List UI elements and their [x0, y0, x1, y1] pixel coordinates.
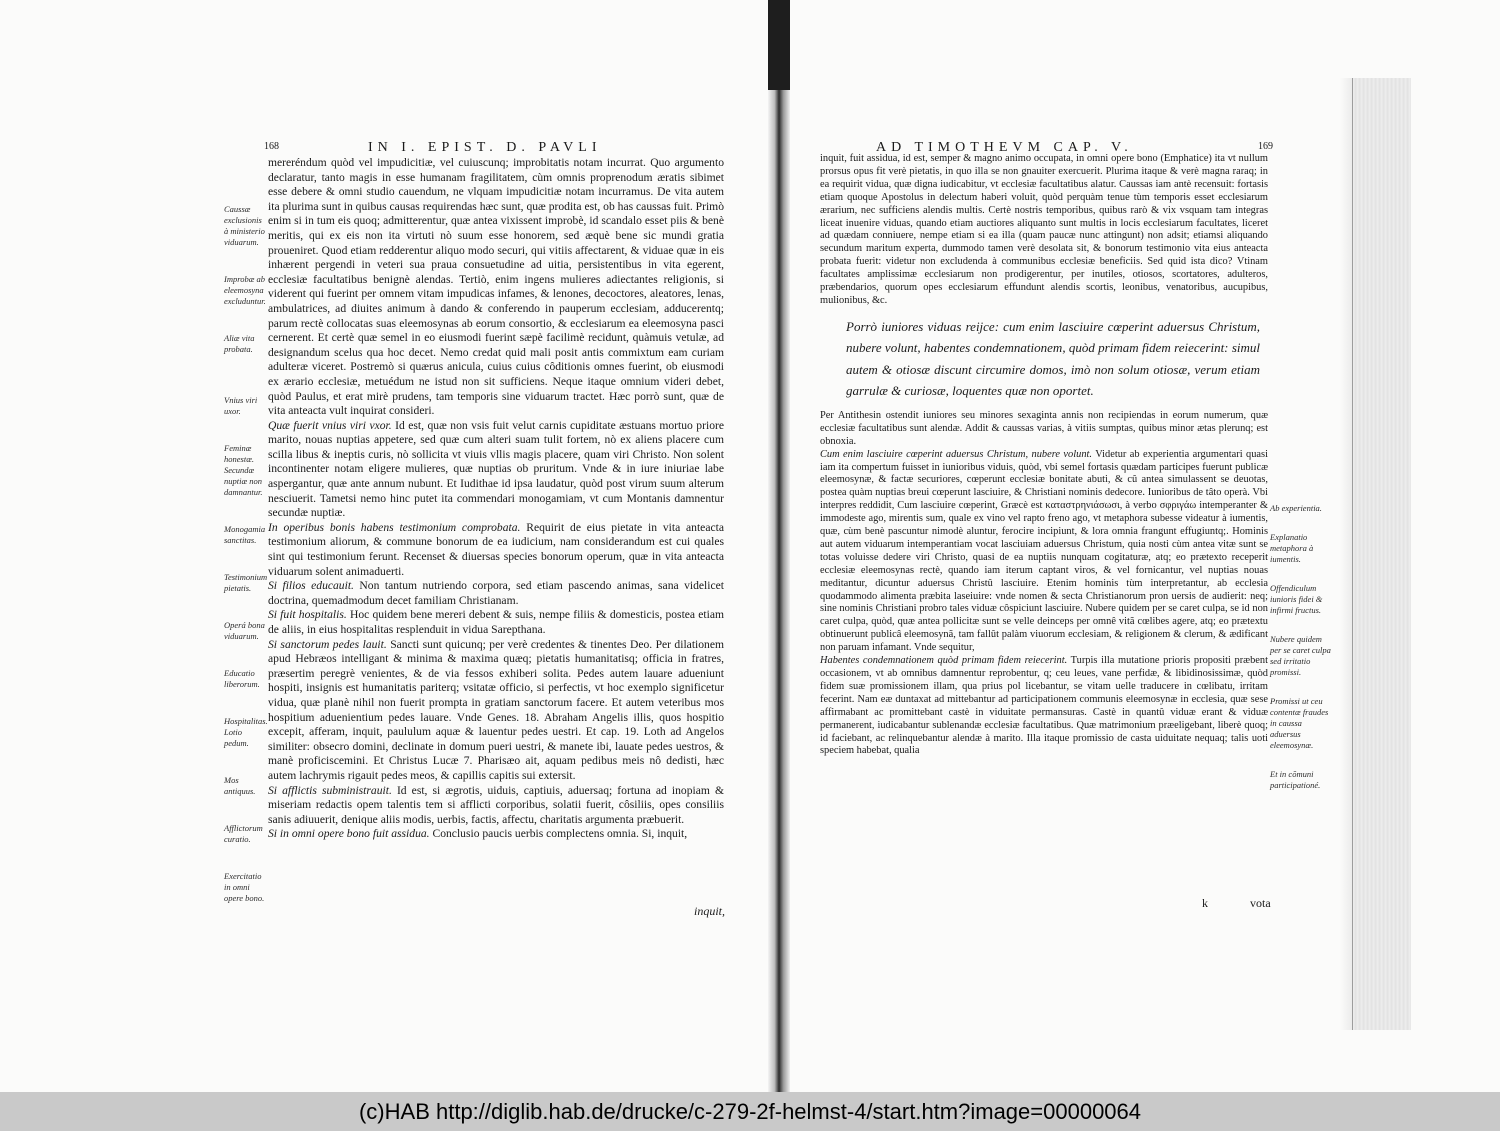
- margin-note: Feminæ honestæ. Secundæ nuptiæ non damnantur.: [224, 443, 263, 497]
- left-margin-notes: [224, 204, 266, 930]
- margin-note: Improbæ ab eleemosyna excluduntur.: [224, 274, 266, 306]
- copyright-footer: [0, 1092, 1500, 1131]
- paragraph: Id est, quæ non vsis fuit velut carnis cupiditate æstuans mortuo priore marito, nouas nuptias appetere, sed quæ cum alteri suam tulit fortem, nò ex aliens placere cum scilla libus & ineptis curis, nò sollicita vt viuis vllis magis placere, quam viri Christo. Non solent incontinenter notam eligere mulieres, quæ nuptias ob pruritum. Vnde & in iure iniuriae labe aspergantur, quæ ante annum nubunt. Et Iudithae id ipsa laudatur, quòd post virum suum alterum nesciuerit. Tametsi nemo hinc putet ita commendari monogamiam, vt cum Montanis damnentur secundæ nuptiæ.: [268, 418, 724, 520]
- commentary-lemma: Si fuit hospitalis.: [268, 608, 347, 622]
- paragraph: inquit, fuit assidua, id est, semper & magno animo occupata, in omni opere bono (Emphatice) ita vt nullum prorsus opus fit verè pietatis, in quo illa se non gnauiter exercuerit. Plurima itaque & verè magna raraq; in ea requirit vidua, quæ digna iudicabitur, vt ecclesiæ facultatibus alatur. Caussas iam antè recensuit: fortasis etiam quoque Apostolus in delectum haberi voluit, quòd perquàm tenue tùm temporis esset ecclesiarum ærarium, nec sufficiens alendis multis. Certè nostris temporibus, quibus rarò & vix vsquam tam integras liceat inuenire viduas, quando etiam auctiores aliquanto sunt multis in locis ecclesiarum facultates, liceret ad quædam conniuere, nempe etiam si ea illa (quam paucæ nunc attingunt) non adsit; etiamsi aliquando secundum maritum experta, dummodo tamen verè desolata sit, & bonorum testimonio vita eius anteacta probata fuerit: videtur non excludenda à communibus ecclesiæ beneficiis. Sed quid ista dico? Vtinam facultates amplissimæ ecclesiarum non prodigerentur, per inutiles, otiosos, scortatores, adulteros, præbendarios, quorum opes ecclesiarum effundunt alendis scortis, leonibus, venatoribus, aucupibus, mulionibus, &c.: [820, 153, 1268, 306]
- right-text-block: [820, 153, 1268, 758]
- paragraph: Sancti sunt quicunq; per verè credentes & tinentes Deo. Per dilationem apud Hebræos intelligant & minima & maxima quæq; pietatis humanitatisq; officia in fratres, præsertim peregrè venientes, & de via fessos exhiberi solita. Pedes autem lauare adueniunt hospiti, insignis est humanitatis pariterq; vsitatæ officio, si perfectis, vt hoc exemplo significetur vidua, quæ planè nihil non fuerit prompta in gratiam sanctorum facere. Et autem veteribus mos hospitium aduenientium pedes lauare. Vnde Genes. 18. Abraham Angelis illis, quos hospitio excepit, afferam, inquit, paululum aquæ & lauentur pedes uestri. Et cap. 19. Loth ad Angelos similiter: obsecro domini, declinate in domum pueri uestri, & manete ibi, lauate pedes uestros, & manè proficiscemini. Et Christus Lucæ 7. Pharisæo ait, aquam pedibus meis nô dedisti, hæc autem lachrymis rigauit pedes meos, & capillis capitis sui extersit.: [268, 637, 725, 782]
- margin-note: Nubere quidem per se caret culpa sed irritatio promissi.: [1270, 634, 1331, 677]
- left-running-head: IN I. EPIST. D. PAVLI: [368, 140, 602, 155]
- commentary-lemma: Cum enim lasciuire cœperint aduersus Christum, nubere volunt.: [820, 448, 1092, 460]
- commentary-lemma: Si in omni opere bono fuit assidua.: [268, 827, 430, 841]
- margin-note: Vnius viri uxor.: [224, 395, 258, 416]
- margin-note: Educatio liberorum.: [224, 668, 260, 689]
- margin-note: Exercitatio in omni opere bono.: [224, 871, 265, 903]
- paragraph: Non tantum nutriendo corpora, sed etiam pascendo animas, sana videlicet doctrina, quemadmodum decet familiam Christianam.: [268, 579, 725, 607]
- margin-note: Testimonium pietatis.: [224, 572, 268, 593]
- right-margin-notes: [1270, 503, 1332, 809]
- right-catchword: vota: [1250, 896, 1271, 910]
- left-folio-number: 168: [264, 141, 279, 152]
- commentary-lemma: Si filios educauit.: [268, 579, 354, 593]
- scripture-passage: Porrò iuniores viduas reijce: cum enim lasciuire cœperint aduersus Christum, nubere volunt, habentes condemnationem, quòd primam fidem reiecerint: simul autem & otiosæ discunt circumire domos, imò non solum otiosæ, verum etiam garrulæ & curiosæ, loquentes quæ non oportet.: [846, 318, 1260, 399]
- paragraph: Requirit de eius pietate in vita anteacta testimonium aliorum, & commune bonorum de ea iudicium, nam considerandum est cui quales sint qui testimonium ferunt. Recenset & diuersas species bonorum operum, quæ in vita anteacta viduarum solent animaduerti.: [268, 520, 724, 578]
- commentary-lemma: Habentes condemnationem quòd primam fidem reiecerint.: [820, 655, 1068, 667]
- commentary-lemma: In operibus bonis habens testimonium comprobata.: [268, 520, 521, 534]
- gutter-shadow: [768, 0, 790, 90]
- paragraph: Turpis illa mutatione prioris propositi præbent occasionem, vt ab omnibus damnentur reprobentur, q; ceu leues, vane perfidæ, & libidinosissimæ, quòd fidem suæ promissionem illam, qua prius pol licebantur, se vitam uelle traducere in cœlibatu, irritam fecerint. Nam eæ duntaxat ad mittebantur ad participationem communis eleemosynæ in ecclesia, quæ sese affirmabant ac promittebant castè in viduitate permansuras. Castè in quantû viduæ erant & viduæ permanerent, iudicabantur sublenandæ ecclesiæ facultatibus. Quæ matrimonium præeligebant, liberè quoq; id faciebant, ac relinquebantur alendæ à marito. Illa itaque promissio de casta uiduitate nequaq; talis uoti speciem habebat, qualia: [820, 655, 1268, 757]
- left-catchword: inquit,: [694, 904, 726, 918]
- commentary-lemma: Quæ fuerit vnius viri vxor.: [268, 418, 392, 432]
- book-gutter: [768, 0, 790, 1092]
- paragraph: mereréndum quòd vel impudicitiæ, vel cuiuscunq; improbitatis notam incurrat. Quo argumento declaratur, tanto magis in esse humanam fragilitatem, cùm omnis proprenodum æratis sibimet esse debere & omni studio cauendum, ne vlquam impudicitiæ notam incurramus. De vita autem ita plurima sunt in quibus causas requirendas hæc sunt, quæ prodita est, ob has caussas fuit. Primò enim si in tum eis quoq; admitterentur, quæ antea vixissent improbè, id scandalo esset piis & benè meritis, qui ex eis non ita virtuti nò suum esse honorem, sed æquè bene sic mundi gratia proueniret. Quod etiam redderentur aliquo modo securi, qui vitiis affectarent, & viduae quæ in eis inhærent pergendi in veteri sua praua consuetudine ad uitia, persistentibus in vita egerent, ecclesiæ facultatibus benignè alendas. Tertiò, enim ingens mulieres adiectantes religionis, si viderent qui fuerint per omnem vitam impudicas infames, & lenones, decoctores, aleatores, lenas, ambulatrices, ad diuites animum à dando & conferendo in pauperum ecclesiam, adducerentq; parum rectè collocatas suas eleemosynas ab eorum consortio, & ecclesiarum ea eleemosyna pasci cernerent. Et certè quæ semel in eo eiusmodi fuerint sæpè facilimè recidunt, quàmuis vetulæ, ad designandum scelus qua hoc decet. Nemo credat quid mali posit antis commixtum eam curiam adulteræ viceret. Postremò si quærus anicula, cuius cuius côditionis omnes fuerint, ob eiusmodi ex ærario ecclesiæ, metuédum ne istud non sit sufficiens. Neque itaque omnium videri debet, quòd Paulus, et erat mirè prudens, tam temporis sine viduarum tractet. Hæc porrò sunt, quæ de vita anteacta vult inquirat consideri.: [268, 156, 724, 418]
- signature-mark: k: [1202, 896, 1208, 910]
- paragraph: Videtur ab experientia argumentari quasi iam ita compertum fuisset in iunioribus viduis, quòd, vbi semel fortasis quædam participes fuerunt publicæ eleemosynæ, & factæ securiores, cœperunt ecclesiæ bonitate abuti, & cû antea simulassent se deuotas, postea quàm nuptias breui cœperunt lasciuire, & Christiani nominis dedecore. Iunioribus de tâto operà. Vbi interpres reddidit, Cum lasciuire cœperint, Græcè est καταστρηνιάσωσι, à verbo σφριγάω intemperanter & immodeste ago, mirentis sum, quale ex vino vel rapto freno ago, vt metaphora subesse videatur à iumentis, quæ, cùm benè pascuntur nimodè aluntur, ferocire incipiunt, & lora omnia frangunt effugiuntq;. Hominis aut autem viduarum intemperantiam vocat lasciuiam aduersus Christum, quia nosti cùm antea vitæ sunt se totas voluisse dedere viri Christo, quasi de ea nuptiis nunquam cogitaturæ, atq; eo prætexto receperit ecclesiæ eleemosynas rectè, quando iam iterum captant viros, & vel fornicantur, vel nuptias nouas meditantur, dicuntur aduersus Christû lasciuire. Etenim hominis tùm interpretantur, ab ecclesia quodammodo alimenta præbita laseiuire: vnde nomen & secta Christianorum pron uersis de audierit: neq; sine nominis Christiani probro tales viduæ côspiciunt lasciuire. Nubere quidem per se caret culpa, se id non caret culpa, quòd, quæ antea pollicitæ sunt se velle deinceps per omnê vitã cœlibes agere, atq; eo prætextu obtinuerunt publicâ eleemosynã, tam fallût palàm viuorum ecclesiam, & religionem & clerum, & ædificant non paruam infamant. Vnde sequitur,: [820, 448, 1268, 654]
- margin-note: Ab experientia.: [1270, 503, 1322, 513]
- margin-note: Afflictorum curatio.: [224, 823, 263, 844]
- commentary-lemma: Si afflictis subministrauit.: [268, 783, 392, 797]
- right-folio-number: 169: [1258, 141, 1273, 152]
- commentary-lemma: Si sanctorum pedes lauit.: [268, 637, 387, 651]
- paragraph: Hoc quidem bene mereri debent & suis, nempe filiis & domesticis, postea etiam de aliis, in eius hospitalitas resplenduit in vidua Sarepthana.: [268, 608, 724, 636]
- margin-note: Et in cõmuni participationé.: [1270, 769, 1321, 790]
- left-text-block: [268, 156, 724, 842]
- page-edges: [1352, 78, 1411, 1030]
- margin-note: Monogamia sanctitas.: [224, 524, 266, 545]
- margin-note: Caussæ exclusionis à ministerio viduarum.: [224, 204, 265, 247]
- margin-note: Operá bona viduarum.: [224, 620, 265, 641]
- margin-note: Explanatio metaphora à iumentis.: [1270, 532, 1314, 564]
- margin-note: Hospitalitas. Lotio pedum.: [224, 716, 268, 748]
- margin-note: Mos antiquus.: [224, 775, 256, 796]
- margin-note: Offendiculum iunioris fidei & infirmi fructus.: [1270, 583, 1323, 615]
- paragraph: Id est, si ægrotis, uiduis, captiuis, aduersaq; fortuna ad inopiam & miseriam redactis opem talentis tem si afflicti corporibus, solatii fuerit, côsiliis, opes consiliis sanis adiuuerit, denique aliis modis, uerbis, factis, affectu, charitatis argumenta præbuerit.: [268, 783, 724, 826]
- paragraph: Conclusio paucis uerbis complectens omnia. Si, inquit,: [432, 827, 688, 841]
- footer-text: (c)HAB http://diglib.hab.de/drucke/c-279-2f-helmst-4/start.htm?image=00000064: [358, 1098, 1142, 1124]
- paragraph: Per Antithesin ostendit iuniores seu minores sexaginta annis non recipiendas in eorum numerum, quæ ecclesiæ facultatibus sunt alendæ. Addit & caussas varias, à vitiis sumptas, quibus minor ætas plerunq; est obnoxia.: [820, 409, 1268, 447]
- margin-note: Aliæ vita probata.: [224, 333, 255, 354]
- right-running-head: AD TIMOTHEVM CAP. V.: [876, 140, 1133, 155]
- margin-note: Promissi ut ceu contentæ fraudes in caussa aduersus eleemosynæ.: [1270, 696, 1329, 750]
